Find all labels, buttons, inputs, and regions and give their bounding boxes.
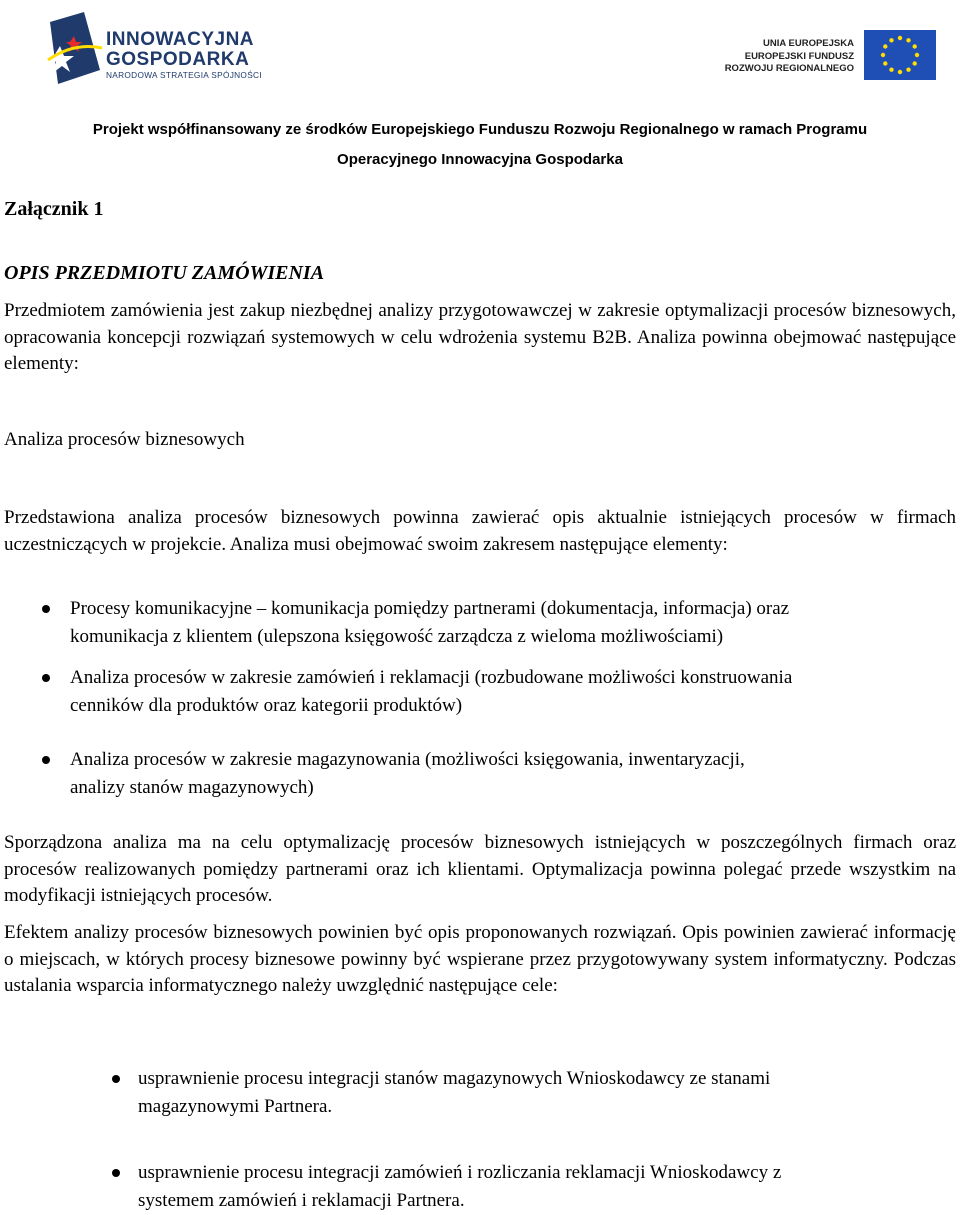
list-item: [70, 595, 789, 651]
bullet-icon: [42, 756, 50, 764]
list-item: [70, 664, 792, 720]
result-paragraph: Efektem analizy procesów biznesowych powinien być opis proponowanych rozwiązań. Opis powinien zawierać informację o miejscach, w których procesy biznesowe powinny być wspierane przez przygotowywany system informatyczny. Podczas ustalania wsparcia informatycznego należy uwzględnić następujące cele:: [4, 922, 956, 996]
list-item-line-2: analizy stanów magazynowych): [70, 777, 314, 798]
annex-label: Załącznik 1: [4, 198, 104, 220]
logo-line-2: GOSPODARKA: [106, 49, 250, 70]
eu-logo-line-3: ROZWOJU REGIONALNEGO: [724, 63, 854, 74]
list-item-line-2: magazynowymi Partnera.: [138, 1096, 333, 1117]
logo-subtitle: NARODOWA STRATEGIA SPÓJNOŚCI: [106, 70, 262, 80]
flag-star-icon: [44, 12, 104, 84]
list-item: [70, 746, 745, 802]
bullet-icon: [112, 1169, 120, 1177]
list-item-line-1: Analiza procesów w zakresie zamówień i reklamacji (rozbudowane możliwości konstruowania: [70, 667, 793, 688]
optimization-paragraph: Sporządzona analiza ma na celu optymalizację procesów biznesowych istniejących w poszczególnych firmach oraz procesów realizowanych pomiędzy partnerami oraz ich klientami. Optymalizacja powinna polegać przede wszystkim na modyfikacji istniejących procesów.: [4, 832, 956, 906]
eu-logo-line-2: EUROPEJSKI FUNDUSZ: [744, 51, 854, 62]
list-item-line-1: Procesy komunikacyjne – komunikacja pomiędzy partnerami (dokumentacja, informacja) oraz: [70, 598, 790, 619]
list-item: [138, 1065, 770, 1121]
bullet-icon: [42, 674, 50, 682]
project-line-1: Projekt współfinansowany ze środków Europejskiego Funduszu Rozwoju Regionalnego w ramach Programu: [92, 121, 868, 138]
bullet-icon: [42, 605, 50, 613]
eu-logo: [724, 28, 940, 82]
bullet-icon: [112, 1075, 120, 1083]
eu-flag-icon: [864, 30, 936, 80]
innowacyjna-gospodarka-logo: [44, 12, 274, 84]
project-line-2: Operacyjnego Innowacyjna Gospodarka: [337, 151, 623, 168]
section-paragraph: Przedstawiona analiza procesów biznesowych powinna zawierać opis aktualnie istniejących procesów w firmach uczestniczących w projekcie. Analiza musi obejmować swoim zakresem następujące elementy:: [4, 507, 956, 555]
list-item-line-2: cenników dla produktów oraz kategorii produktów): [70, 695, 463, 716]
list-item-line-2: komunikacja z klientem (ulepszona księgowość zarządcza z wieloma możliwościami): [70, 626, 724, 647]
list-item-line-1: usprawnienie procesu integracji stanów magazynowych Wnioskodawcy ze stanami: [138, 1068, 771, 1089]
list-item: [138, 1159, 781, 1215]
list-item-line-1: Analiza procesów w zakresie magazynowania (możliwości księgowania, inwentaryzacji,: [70, 749, 745, 770]
logo-line-1: INNOWACYJNA: [106, 29, 255, 50]
document-title: OPIS PRZEDMIOTU ZAMÓWIENIA: [4, 262, 325, 284]
list-item-line-2: systemem zamówień i reklamacji Partnera.: [138, 1190, 465, 1211]
list-item-line-1: usprawnienie procesu integracji zamówień i rozliczania reklamacji Wnioskodawcy z: [138, 1162, 782, 1183]
intro-paragraph: Przedmiotem zamówienia jest zakup niezbędnej analizy przygotowawczej w zakresie optymalizacji procesów biznesowych, opracowania koncepcji rozwiązań systemowych w celu wdrożenia systemu B2B. Analiza powinna obejmować następujące elementy:: [4, 300, 956, 374]
section-title: Analiza procesów biznesowych: [4, 429, 245, 450]
eu-logo-line-1: UNIA EUROPEJSKA: [763, 38, 854, 49]
